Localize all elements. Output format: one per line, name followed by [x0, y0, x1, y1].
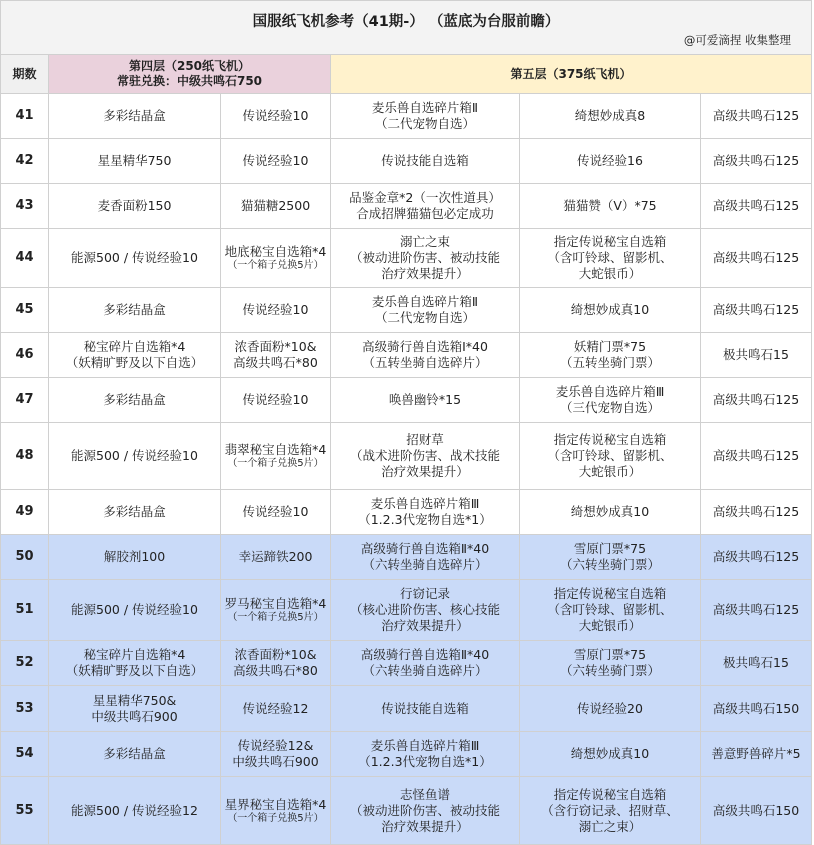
cell-line: （二代宠物自选） [374, 116, 475, 131]
table-cell-period [0, 229, 49, 288]
table-cell-period [0, 378, 49, 423]
cell-line: 传说技能自选箱 [381, 153, 469, 168]
table-cell-period [0, 641, 49, 686]
cell-line: 多彩结晶盒 [103, 746, 166, 761]
table-cell [701, 641, 812, 686]
cell-line: （五转坐骑自选碎片） [362, 355, 488, 370]
table-cell [49, 641, 221, 686]
cell-line: （战术进阶伤害、战术技能 [349, 448, 500, 463]
table-cell [331, 580, 520, 641]
cell-line: 极共鸣石15 [723, 347, 789, 362]
table-cell [331, 732, 520, 777]
table-cell [49, 777, 221, 845]
table-cell-period [0, 732, 49, 777]
cell-line: 大蛇银币） [578, 618, 642, 633]
table-cell [701, 732, 812, 777]
cell-line: 多彩结晶盒 [103, 392, 166, 407]
cell-line: 指定传说秘宝自选箱 [553, 586, 667, 601]
table-cell [221, 229, 331, 288]
table-cell [221, 378, 331, 423]
table-cell [221, 777, 331, 845]
table-cell [221, 139, 331, 184]
table-cell [520, 732, 701, 777]
cell-line: 中级共鸣石900 [91, 708, 178, 724]
cell-line: 高级共鸣石125 [712, 250, 800, 265]
table-cell-period [0, 490, 49, 535]
cell-line: 传说经验20 [577, 700, 643, 716]
cell-line: 罗马秘宝自选箱*4 [224, 596, 327, 611]
cell-line: 地底秘宝自选箱*4 [224, 244, 327, 259]
cell-line: 猫猫糖2500 [240, 198, 311, 213]
table-cell [520, 288, 701, 333]
cell-line: （1.2.3代宠物自选*1） [358, 512, 492, 527]
period-number: 45 [15, 302, 34, 317]
cell-line: 中级共鸣石900 [232, 754, 319, 769]
table-cell [221, 580, 331, 641]
cell-line: 猫猫赞（Ⅴ）*75 [563, 198, 657, 213]
cell-line: 星星精华750& [92, 692, 177, 708]
table-cell [520, 378, 701, 423]
cell-line: （妖精旷野及以下自选） [65, 663, 204, 678]
cell-line: （六转坐骑自选碎片） [362, 663, 488, 678]
cell-line: 指定传说秘宝自选箱 [553, 432, 667, 447]
cell-line: 高级共鸣石125 [712, 549, 800, 564]
cell-line: 善意野兽碎片*5 [711, 746, 801, 761]
table-cell [331, 288, 520, 333]
cell-line: 星界秘宝自选箱*4 [224, 796, 327, 812]
table-cell [49, 333, 221, 378]
table-cell [49, 378, 221, 423]
table-cell [520, 777, 701, 845]
cell-line: 麦香面粉150 [97, 198, 172, 213]
cell-line: 高级骑行兽自选箱Ⅰ*40 [362, 339, 488, 354]
table-cell [520, 333, 701, 378]
table-cell [49, 229, 221, 288]
period-number: 52 [15, 655, 34, 670]
cell-line: 翡翠秘宝自选箱*4 [224, 442, 327, 457]
table-cell [520, 229, 701, 288]
table-cell [49, 288, 221, 333]
table-cell [221, 423, 331, 490]
table-cell [701, 378, 812, 423]
cell-line: 合成招牌猫猫包必定成功 [356, 206, 494, 221]
table-cell-period [0, 580, 49, 641]
period-number: 42 [15, 153, 34, 168]
table-cell [331, 139, 520, 184]
table-cell [701, 686, 812, 732]
cell-line: 多彩结晶盒 [103, 108, 166, 123]
cell-line: 妖精门票*75 [573, 339, 647, 354]
table-cell [49, 580, 221, 641]
cell-line: 传说经验10 [242, 302, 309, 317]
table-cell [701, 184, 812, 229]
table-cell [520, 686, 701, 732]
cell-line: 大蛇银币） [578, 266, 642, 281]
cell-line: 传说经验16 [577, 153, 643, 168]
table-cell [221, 535, 331, 580]
cell-line: 治疗效果提升） [381, 464, 469, 479]
cell-line: 浓香面粉*10& [234, 647, 317, 662]
cell-line: （一个箱子兑换5片） [227, 458, 324, 469]
cell-line: 能源500 / 传说经验12 [71, 802, 198, 818]
table-cell [701, 333, 812, 378]
cell-line: （五转坐骑门票） [559, 355, 660, 370]
cell-line: 传说经验10 [242, 504, 309, 519]
cell-line: （1.2.3代宠物自选*1） [358, 754, 492, 769]
table-cell [331, 490, 520, 535]
header-period-label: 期数 [12, 66, 37, 81]
cell-line: （二代宠物自选） [374, 310, 475, 325]
table-cell [49, 686, 221, 732]
period-number: 54 [15, 746, 34, 761]
cell-line: 绮想妙成真10 [570, 746, 650, 761]
cell-line: 幸运蹄铁200 [238, 549, 313, 564]
table-cell-period [0, 777, 49, 845]
cell-line: 高级共鸣石150 [712, 700, 800, 716]
table-cell [49, 732, 221, 777]
cell-line: 传说经验10 [242, 392, 309, 407]
title-bar [0, 0, 812, 55]
table-cell [331, 333, 520, 378]
cell-line: 指定传说秘宝自选箱 [553, 786, 667, 802]
table-cell [520, 580, 701, 641]
table-cell [49, 139, 221, 184]
cell-line: 高级共鸣石125 [712, 302, 800, 317]
table-cell [701, 288, 812, 333]
table-cell [331, 229, 520, 288]
table-cell [221, 686, 331, 732]
cell-line: 行窃记录 [399, 586, 450, 601]
cell-line: 高级共鸣石*80 [233, 355, 318, 370]
cell-line: （三代宠物自选） [559, 400, 660, 415]
page-title: 国服纸飞机参考（41期-） （蓝底为台服前瞻） [252, 14, 560, 30]
cell-line: （含行窃记录、招财草、 [541, 802, 679, 818]
header-floor4-line2: 常驻兑换：中级共鸣石750 [116, 74, 263, 88]
period-number: 51 [15, 602, 34, 617]
table-cell [520, 490, 701, 535]
cell-line: 麦乐兽自选碎片箱Ⅱ [371, 294, 479, 309]
cell-line: 能源500 / 传说经验10 [71, 448, 198, 463]
cell-line: 志怪鱼谱 [399, 786, 450, 802]
period-number: 48 [15, 448, 34, 463]
table-cell [331, 641, 520, 686]
table-cell [701, 490, 812, 535]
cell-line: （一个箱子兑换5片） [227, 812, 324, 824]
cell-line: 溺亡之束） [578, 818, 642, 834]
cell-line: （含叮铃球、留影机、 [547, 448, 673, 463]
cell-line: 唤兽幽铃*15 [388, 392, 462, 407]
table-cell [331, 423, 520, 490]
table-cell [331, 184, 520, 229]
table-cell [49, 490, 221, 535]
cell-line: 品鉴金章*2（一次性道具） [349, 190, 501, 205]
cell-line: 高级共鸣石125 [712, 108, 800, 123]
cell-line: 高级共鸣石125 [712, 504, 800, 519]
cell-line: 大蛇银币） [578, 464, 642, 479]
table-cell [221, 641, 331, 686]
period-number: 44 [15, 250, 34, 265]
cell-line: 传说经验10 [242, 153, 309, 168]
period-number: 49 [15, 504, 34, 519]
cell-line: 传说经验12 [242, 700, 309, 716]
cell-line: 高级共鸣石*80 [233, 663, 318, 678]
cell-line: 指定传说秘宝自选箱 [553, 234, 667, 249]
period-number: 50 [15, 549, 34, 564]
table-cell [331, 378, 520, 423]
table-cell [49, 535, 221, 580]
table-cell [520, 94, 701, 139]
table-cell [221, 732, 331, 777]
cell-line: 高级共鸣石150 [712, 802, 800, 818]
cell-line: （被动进阶伤害、被动技能 [349, 250, 500, 265]
header-floor4-line1: 第四层（250纸飞机） [128, 59, 251, 73]
table-cell [701, 94, 812, 139]
table-cell [49, 94, 221, 139]
header-floor5 [331, 55, 812, 94]
cell-line: 多彩结晶盒 [103, 504, 166, 519]
cell-line: 能源500 / 传说经验10 [71, 250, 198, 265]
table-cell [221, 184, 331, 229]
cell-line: 高级骑行兽自选箱Ⅱ*40 [360, 541, 490, 556]
table-cell-period [0, 423, 49, 490]
cell-line: 高级共鸣石125 [712, 198, 800, 213]
cell-line: （一个箱子兑换5片） [227, 260, 324, 271]
table-cell [701, 777, 812, 845]
cell-line: 治疗效果提升） [381, 818, 469, 834]
table-cell-period [0, 288, 49, 333]
table-cell [221, 490, 331, 535]
period-number: 53 [15, 700, 34, 716]
cell-line: 秘宝碎片自选箱*4 [83, 339, 186, 354]
table-cell [701, 423, 812, 490]
period-number: 46 [15, 347, 34, 362]
table-cell [49, 184, 221, 229]
cell-line: 传说技能自选箱 [381, 700, 469, 716]
table-cell [701, 535, 812, 580]
cell-line: 高级共鸣石125 [712, 448, 800, 463]
table-cell-period [0, 535, 49, 580]
table-cell [49, 423, 221, 490]
cell-line: 招财草 [406, 432, 444, 447]
table-cell [701, 139, 812, 184]
table-cell [331, 777, 520, 845]
table-cell [701, 580, 812, 641]
cell-line: 高级共鸣石125 [712, 392, 800, 407]
cell-line: 治疗效果提升） [381, 618, 469, 633]
period-number: 43 [15, 198, 34, 213]
cell-line: 浓香面粉*10& [234, 339, 317, 354]
cell-line: （含叮铃球、留影机、 [547, 602, 673, 617]
table-cell [520, 641, 701, 686]
cell-line: 高级共鸣石125 [712, 153, 800, 168]
cell-line: 能源500 / 传说经验10 [71, 602, 198, 617]
table-cell [221, 333, 331, 378]
cell-line: 秘宝碎片自选箱*4 [83, 647, 186, 662]
table-cell-period [0, 94, 49, 139]
period-number: 55 [15, 802, 34, 818]
cell-line: 溺亡之束 [399, 234, 450, 249]
table-cell [701, 229, 812, 288]
cell-line: 解胶剂100 [103, 549, 166, 564]
cell-line: （核心进阶伤害、核心技能 [349, 602, 500, 617]
cell-line: （妖精旷野及以下自选） [65, 355, 204, 370]
cell-line: （一个箱子兑换5片） [227, 612, 324, 623]
table-cell-period [0, 686, 49, 732]
header-floor5-label: 第五层（375纸飞机） [510, 66, 632, 81]
cell-line: 多彩结晶盒 [103, 302, 166, 317]
cell-line: 绮想妙成真8 [574, 108, 646, 123]
cell-line: 高级骑行兽自选箱Ⅱ*40 [360, 647, 490, 662]
cell-line: 麦乐兽自选碎片箱Ⅱ [371, 100, 479, 115]
cell-line: （六转坐骑门票） [559, 557, 660, 572]
cell-line: （被动进阶伤害、被动技能 [349, 802, 500, 818]
table-cell [520, 423, 701, 490]
cell-line: （六转坐骑门票） [559, 663, 660, 678]
table-cell-period [0, 333, 49, 378]
table-cell [520, 184, 701, 229]
cell-line: 绮想妙成真10 [570, 504, 650, 519]
cell-line: 星星精华750 [97, 153, 172, 168]
cell-line: 传说经验10 [242, 108, 309, 123]
cell-line: 麦乐兽自选碎片箱Ⅲ [370, 496, 480, 511]
table-cell [331, 94, 520, 139]
table-cell [221, 288, 331, 333]
table-cell-period [0, 184, 49, 229]
cell-line: 传说经验12& [237, 738, 314, 753]
table-cell [520, 139, 701, 184]
cell-line: （含叮铃球、留影机、 [547, 250, 673, 265]
cell-line: 麦乐兽自选碎片箱Ⅲ [555, 384, 665, 399]
credit-text: @可爱滴捏 收集整理 [683, 33, 791, 47]
cell-line: 高级共鸣石125 [712, 602, 800, 617]
table-cell [331, 686, 520, 732]
period-number: 47 [15, 392, 34, 407]
cell-line: 极共鸣石15 [723, 655, 789, 670]
table-cell-period [0, 139, 49, 184]
header-period [0, 55, 49, 94]
cell-line: 雪原门票*75 [573, 541, 647, 556]
cell-line: 麦乐兽自选碎片箱Ⅲ [370, 738, 480, 753]
cell-line: 雪原门票*75 [573, 647, 647, 662]
table-cell [221, 94, 331, 139]
period-number: 41 [15, 108, 34, 123]
cell-line: （六转坐骑自选碎片） [362, 557, 488, 572]
cell-line: 治疗效果提升） [381, 266, 469, 281]
table-cell [331, 535, 520, 580]
cell-line: 绮想妙成真10 [570, 302, 650, 317]
header-floor4 [49, 55, 331, 94]
table-cell [520, 535, 701, 580]
